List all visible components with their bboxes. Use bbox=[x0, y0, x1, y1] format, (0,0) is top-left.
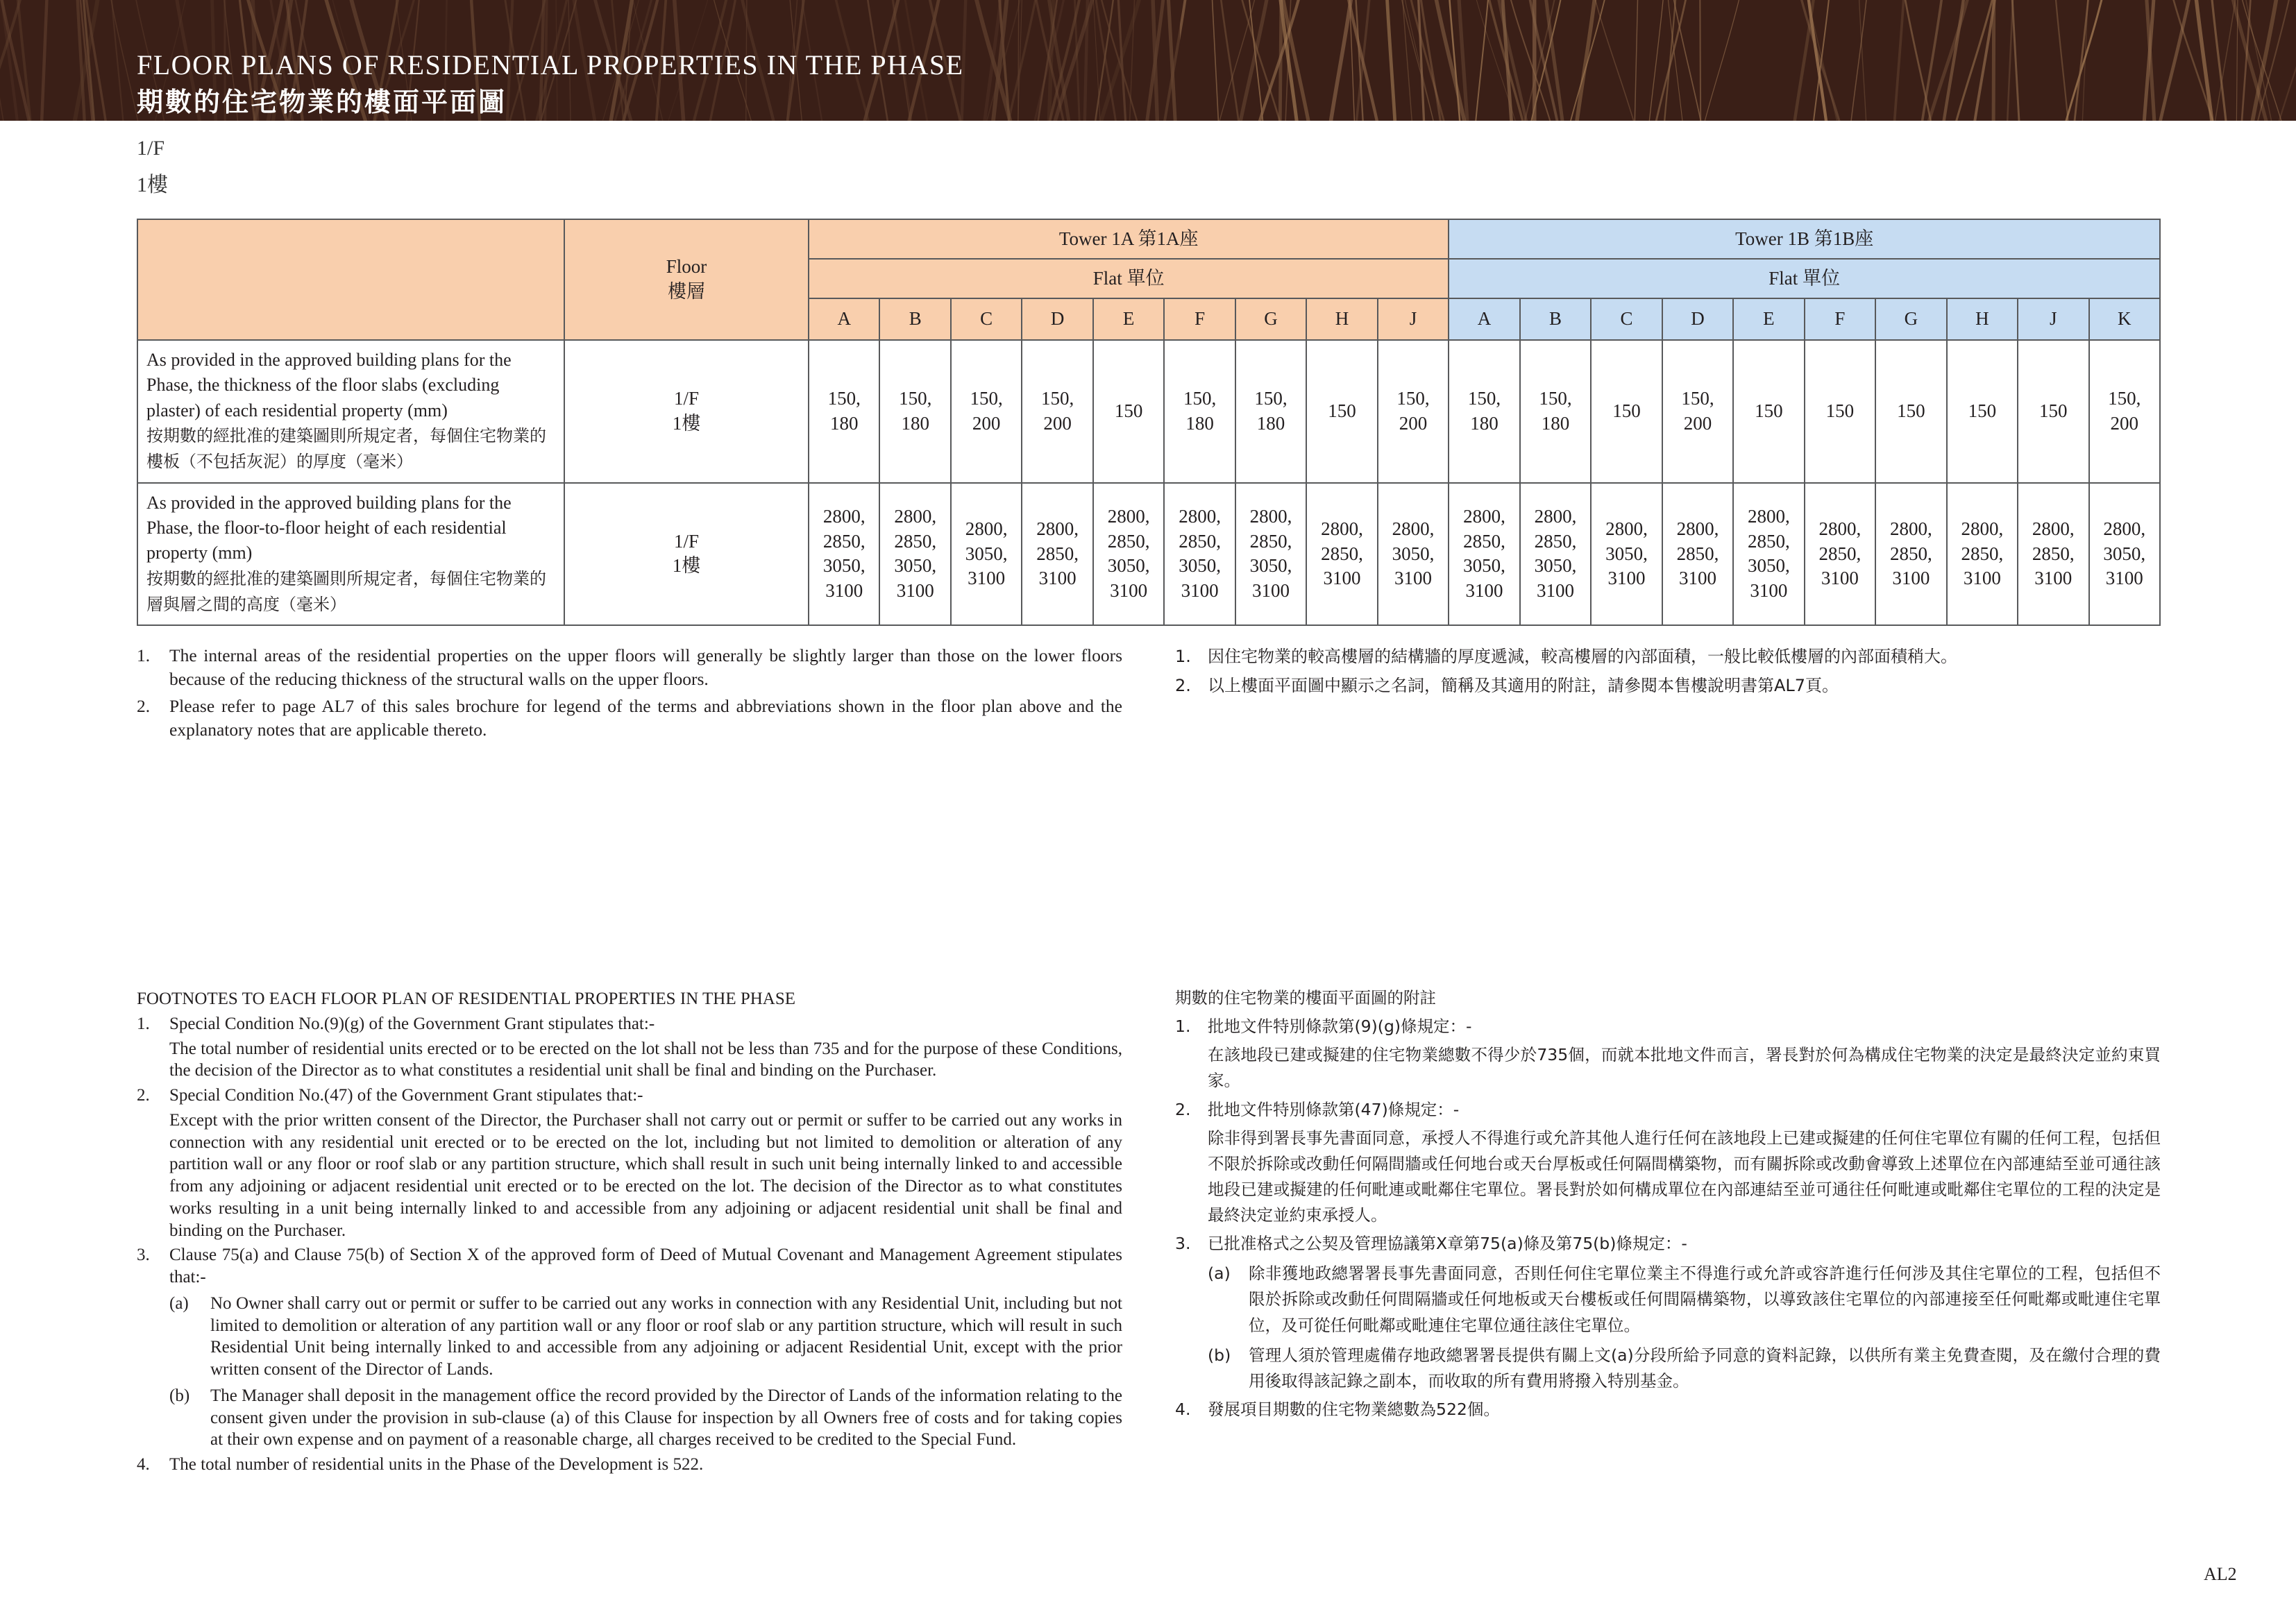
tower-1b-flat-header: Flat 單位 bbox=[1449, 259, 2160, 298]
value-cell-1a-f: 150, 180 bbox=[1164, 340, 1235, 483]
note-item bbox=[1175, 644, 2161, 669]
unit-header-1a-h: H bbox=[1306, 298, 1377, 340]
value-cell-1b-c: 150 bbox=[1591, 340, 1662, 483]
note-text: Please refer to page AL7 of this sales brochure for legend of the terms and abbreviations shown in the floor plan above and the explanatory notes that are applicable thereto. bbox=[169, 696, 1122, 740]
subclause-label: (a) bbox=[169, 1293, 189, 1313]
footnote-text: 已批准格式之公契及管理協議第X章第75(a)條及第75(b)條規定：- bbox=[1208, 1234, 1687, 1254]
value-cell-1b-k: 2800, 3050, 3100 bbox=[2089, 483, 2160, 626]
table-corner-cell bbox=[137, 219, 564, 340]
wood-stripe bbox=[1280, 0, 1281, 121]
subclause-label: (b) bbox=[1208, 1345, 1231, 1365]
unit-header-1b-j: J bbox=[2018, 298, 2088, 340]
page-title-en: FLOOR PLANS OF RESIDENTIAL PROPERTIES IN THE PHASE bbox=[137, 49, 964, 80]
value-cell-1a-c: 150, 200 bbox=[951, 340, 1022, 483]
row-desc-slab-en: As provided in the approved building plans for the Phase, the thickness of the floor slabs (excluding plaster) of each residential property (mm) bbox=[146, 350, 512, 420]
floor-header-zh: 樓層 bbox=[668, 281, 705, 302]
footnote-number: 2. bbox=[137, 1086, 150, 1105]
footnote-text: The total number of residential units in the Phase of the Development is 522. bbox=[169, 1455, 704, 1474]
row-desc-slab-zh: 按期數的經批准的建築圖則所規定者，每個住宅物業的樓板（不包括灰泥）的厚度（毫米） bbox=[146, 426, 546, 472]
footnotes-zh bbox=[1175, 985, 2161, 1422]
row-floor-slab-zh: 1樓 bbox=[672, 412, 701, 434]
unit-header-1a-a: A bbox=[809, 298, 879, 340]
footnote-number: 1. bbox=[1175, 1017, 1191, 1037]
value-cell-1b-g: 2800, 2850, 3100 bbox=[1875, 483, 1946, 626]
unit-header-1a-f: F bbox=[1164, 298, 1235, 340]
footnote-item bbox=[1175, 1231, 2161, 1257]
note-number: 1. bbox=[1175, 647, 1191, 666]
unit-header-1b-d: D bbox=[1662, 298, 1733, 340]
value-cell-1a-f: 2800, 2850, 3050, 3100 bbox=[1164, 483, 1235, 626]
notes-zh bbox=[1175, 644, 2161, 702]
footnote-subclause bbox=[169, 1293, 1122, 1381]
tower-1a-flat-header: Flat 單位 bbox=[809, 259, 1449, 298]
floor-header-en: Floor bbox=[666, 256, 707, 278]
unit-header-1b-a: A bbox=[1449, 298, 1519, 340]
footnote-subclause bbox=[1208, 1343, 2161, 1394]
note-item bbox=[137, 644, 1122, 690]
footnote-paragraph: 除非得到署長事先書面同意，承授人不得進行或允許其他人進行任何在該地段上已建或擬建的任何住宅單位有關的任何工程，包括但不限於拆除或改動任何隔間牆或任何地台或天台厚板或任何隔間構築物，而有關拆除或改動會導致上述單位在內部連結至並可通往該地段已建或擬建的任何毗連或毗鄰住宅單位。署長對於如何構成單位在內部連結至並可通往任何毗連或毗鄰住宅單位的工程的決定是最終決定並約束承授人。 bbox=[1208, 1128, 2161, 1225]
value-cell-1b-j: 150 bbox=[2018, 340, 2088, 483]
value-cell-1b-a: 2800, 2850, 3050, 3100 bbox=[1449, 483, 1519, 626]
value-cell-1b-e: 150 bbox=[1733, 340, 1804, 483]
footnote-number: 4. bbox=[1175, 1399, 1191, 1419]
value-cell-1b-a: 150, 180 bbox=[1449, 340, 1519, 483]
row-desc-height-zh: 按期數的經批准的建築圖則所規定者，每個住宅物業的層與層之間的高度（毫米） bbox=[146, 568, 546, 614]
row-desc-slab bbox=[137, 340, 564, 483]
footnote-item bbox=[1175, 1397, 2161, 1422]
value-cell-1a-e: 2800, 2850, 3050, 3100 bbox=[1093, 483, 1164, 626]
footnote-text: Special Condition No.(9)(g) of the Government Grant stipulates that:- bbox=[169, 1014, 655, 1033]
footnote-paragraph: Except with the prior written consent of the Director, the Purchaser shall not carry out or permit or suffer to be carried out any works in connection with any residential unit erected or to be erected on the lot, including but not limited to demolition or alteration of any partition wall or any floor or roof slab or any partition structure, which shall result in such unit being internally linked to and accessible from any adjoining or adjacent residential unit erected or to be erected on the lot. The decision of the Director as to what constitutes works resulting in a unit being internally linked to and accessible from any adjoining or adjacent residential unit shall be final and binding on the Purchaser. bbox=[169, 1110, 1122, 1240]
value-cell-1a-h: 150 bbox=[1306, 340, 1377, 483]
unit-header-1a-b: B bbox=[879, 298, 950, 340]
footnote-subclause bbox=[1208, 1261, 2161, 1338]
value-cell-1a-d: 150, 200 bbox=[1022, 340, 1092, 483]
value-cell-1b-e: 2800, 2850, 3050, 3100 bbox=[1733, 483, 1804, 626]
unit-header-1b-h: H bbox=[1947, 298, 2018, 340]
unit-header-1a-g: G bbox=[1235, 298, 1306, 340]
footnote-number: 3. bbox=[1175, 1234, 1191, 1254]
row-desc-height bbox=[137, 483, 564, 626]
footnote-paragraph: The total number of residential units erected or to be erected on the lot shall not be less than 735 and for the purpose of these Conditions, the decision of the Director as to what constitutes a residential unit shall be final and binding on the Purchaser. bbox=[169, 1039, 1122, 1080]
unit-header-1b-b: B bbox=[1520, 298, 1591, 340]
row-floor-slab-en: 1/F bbox=[673, 388, 700, 409]
note-number: 1. bbox=[137, 645, 151, 665]
value-cell-1b-f: 2800, 2850, 3100 bbox=[1805, 483, 1875, 626]
page-title-zh: 期數的住宅物業的樓面平面圖 bbox=[137, 87, 507, 117]
footnote-item bbox=[137, 1454, 1122, 1476]
footnote-number: 3. bbox=[137, 1246, 150, 1265]
unit-header-1a-c: C bbox=[951, 298, 1022, 340]
footnotes-en bbox=[137, 988, 1122, 1476]
tower-1b-header: Tower 1B 第1B座 bbox=[1449, 219, 2160, 259]
footnote-text: Clause 75(a) and Clause 75(b) of Section X of the approved form of Deed of Mutual Covenant and Management Agreement stipulates that:- bbox=[169, 1246, 1122, 1286]
page-number: AL2 bbox=[2204, 1564, 2237, 1584]
value-cell-1a-j: 2800, 3050, 3100 bbox=[1378, 483, 1449, 626]
footnote-item bbox=[1175, 1097, 2161, 1123]
unit-header-1b-c: C bbox=[1591, 298, 1662, 340]
footnote-number: 4. bbox=[137, 1455, 150, 1474]
note-number: 2. bbox=[1175, 676, 1191, 695]
footnote-text: 批地文件特別條款第(9)(g)條規定：- bbox=[1208, 1017, 1472, 1037]
floor-label-zh: 1樓 bbox=[137, 173, 168, 196]
footnote-subclause bbox=[169, 1385, 1122, 1451]
value-cell-1b-j: 2800, 2850, 3100 bbox=[2018, 483, 2088, 626]
note-item bbox=[137, 695, 1122, 741]
value-cell-1b-c: 2800, 3050, 3100 bbox=[1591, 483, 1662, 626]
floor-label-en: 1/F bbox=[137, 137, 165, 160]
header-banner bbox=[0, 0, 2296, 121]
tower-1a-header: Tower 1A 第1A座 bbox=[809, 219, 1449, 259]
value-cell-1a-c: 2800, 3050, 3100 bbox=[951, 483, 1022, 626]
value-cell-1b-g: 150 bbox=[1875, 340, 1946, 483]
note-number: 2. bbox=[137, 696, 151, 717]
note-text: 因住宅物業的較高樓層的結構牆的厚度遞減，較高樓層的內部面積，一般比較低樓層的內部面積稍大。 bbox=[1208, 647, 1957, 666]
note-text: 以上樓面平面圖中顯示之名詞，簡稱及其適用的附註，請參閱本售樓說明書第AL7頁。 bbox=[1208, 676, 1839, 695]
footnote-number: 2. bbox=[1175, 1099, 1191, 1119]
wood-stripe bbox=[1993, 0, 1994, 121]
unit-header-1b-k: K bbox=[2089, 298, 2160, 340]
note-text: The internal areas of the residential properties on the upper floors will generally be slightly larger than those on the lower floors because of the reducing thickness of the structural walls on the upper floors. bbox=[169, 645, 1122, 689]
footnote-text: 發展項目期數的住宅物業總數為522個。 bbox=[1208, 1399, 1500, 1419]
floor-spec-table bbox=[137, 219, 2161, 626]
footnote-text: 批地文件特別條款第(47)條規定：- bbox=[1208, 1099, 1460, 1119]
value-cell-1a-e: 150 bbox=[1093, 340, 1164, 483]
unit-header-1a-d: D bbox=[1022, 298, 1092, 340]
row-desc-height-en: As provided in the approved building plans for the Phase, the floor-to-floor height of each residential property (mm) bbox=[146, 492, 512, 563]
unit-header-1b-f: F bbox=[1805, 298, 1875, 340]
subclause-text: No Owner shall carry out or permit or suffer to be carried out any works in connection with any Residential Unit, including but not limited to demolition or alteration of any partition wall or any floor or roof slab or any partition structure, which will result in such Residential Unit being internally linked to and accessible from any adjoining or adjacent Residential Unit, except with the prior written consent of the Director of Lands. bbox=[210, 1293, 1122, 1379]
table-row-floor-height bbox=[137, 483, 2160, 626]
row-floor-height-en: 1/F bbox=[673, 530, 700, 552]
footnotes-heading-zh: 期數的住宅物業的樓面平面圖的附註 bbox=[1175, 988, 1436, 1008]
subclause-text: 除非獲地政總署署長事先書面同意，否則任何住宅單位業主不得進行或允許或容許進行任何涉及其住宅單位的工程，包括但不限於拆除或改動任何間隔牆或任何地板或天台樓板或任何間隔構築物，以導致該住宅單位的內部連接至任何毗鄰或毗連住宅單位，及可從任何毗鄰或毗連住宅單位通往該住宅單位。 bbox=[1249, 1264, 2161, 1335]
subclause-label: (a) bbox=[1208, 1264, 1231, 1284]
value-cell-1b-b: 2800, 2850, 3050, 3100 bbox=[1520, 483, 1591, 626]
row-floor-height bbox=[564, 483, 809, 626]
row-floor-height-zh: 1樓 bbox=[672, 555, 701, 577]
unit-header-1b-g: G bbox=[1875, 298, 1946, 340]
value-cell-1a-b: 150, 180 bbox=[879, 340, 950, 483]
footnote-item bbox=[137, 1244, 1122, 1289]
value-cell-1a-g: 2800, 2850, 3050, 3100 bbox=[1235, 483, 1306, 626]
subclause-text: 管理人須於管理處備存地政總署署長提供有關上文(a)分段所給予同意的資料記錄，以供所有業主免費查閱，及在繳付合理的費用後取得該記錄之副本，而收取的所有費用將撥入特別基金。 bbox=[1249, 1345, 2161, 1391]
notes-en bbox=[137, 644, 1122, 746]
value-cell-1b-d: 150, 200 bbox=[1662, 340, 1733, 483]
unit-header-1b-e: E bbox=[1733, 298, 1804, 340]
row-floor-slab bbox=[564, 340, 809, 483]
subclause-text: The Manager shall deposit in the management office the record provided by the Director of Lands of the information relating to the consent given under the provision in sub-clause (a) of this Clause for inspection by all Owners free of costs and for taking copies at their own expense and on payment of a reasonable charge, all charges received to be credited to the Special Fund. bbox=[210, 1386, 1122, 1450]
footnote-item bbox=[1175, 1014, 2161, 1039]
value-cell-1a-b: 2800, 2850, 3050, 3100 bbox=[879, 483, 950, 626]
table-row-slab-thickness bbox=[137, 340, 2160, 483]
value-cell-1a-j: 150, 200 bbox=[1378, 340, 1449, 483]
footnotes-heading-en: FOOTNOTES TO EACH FLOOR PLAN OF RESIDENTIAL PROPERTIES IN THE PHASE bbox=[137, 989, 796, 1008]
unit-header-1a-j: J bbox=[1378, 298, 1449, 340]
value-cell-1b-d: 2800, 2850, 3100 bbox=[1662, 483, 1733, 626]
note-item bbox=[1175, 673, 2161, 698]
value-cell-1b-h: 150 bbox=[1947, 340, 2018, 483]
value-cell-1b-h: 2800, 2850, 3100 bbox=[1947, 483, 2018, 626]
footnote-item bbox=[137, 1013, 1122, 1035]
value-cell-1a-g: 150, 180 bbox=[1235, 340, 1306, 483]
subclause-label: (b) bbox=[169, 1386, 190, 1405]
value-cell-1a-a: 150, 180 bbox=[809, 340, 879, 483]
footnote-text: Special Condition No.(47) of the Government Grant stipulates that:- bbox=[169, 1086, 643, 1105]
value-cell-1b-k: 150, 200 bbox=[2089, 340, 2160, 483]
value-cell-1b-f: 150 bbox=[1805, 340, 1875, 483]
footnote-number: 1. bbox=[137, 1014, 150, 1033]
value-cell-1a-d: 2800, 2850, 3100 bbox=[1022, 483, 1092, 626]
floor-header-cell bbox=[564, 219, 809, 340]
unit-header-1a-e: E bbox=[1093, 298, 1164, 340]
value-cell-1a-h: 2800, 2850, 3100 bbox=[1306, 483, 1377, 626]
footnote-paragraph: 在該地段已建或擬建的住宅物業總數不得少於735個，而就本批地文件而言，署長對於何為構成住宅物業的決定是最終決定並約束買家。 bbox=[1208, 1045, 2161, 1091]
footnote-item bbox=[137, 1085, 1122, 1107]
value-cell-1a-a: 2800, 2850, 3050, 3100 bbox=[809, 483, 879, 626]
value-cell-1b-b: 150, 180 bbox=[1520, 340, 1591, 483]
